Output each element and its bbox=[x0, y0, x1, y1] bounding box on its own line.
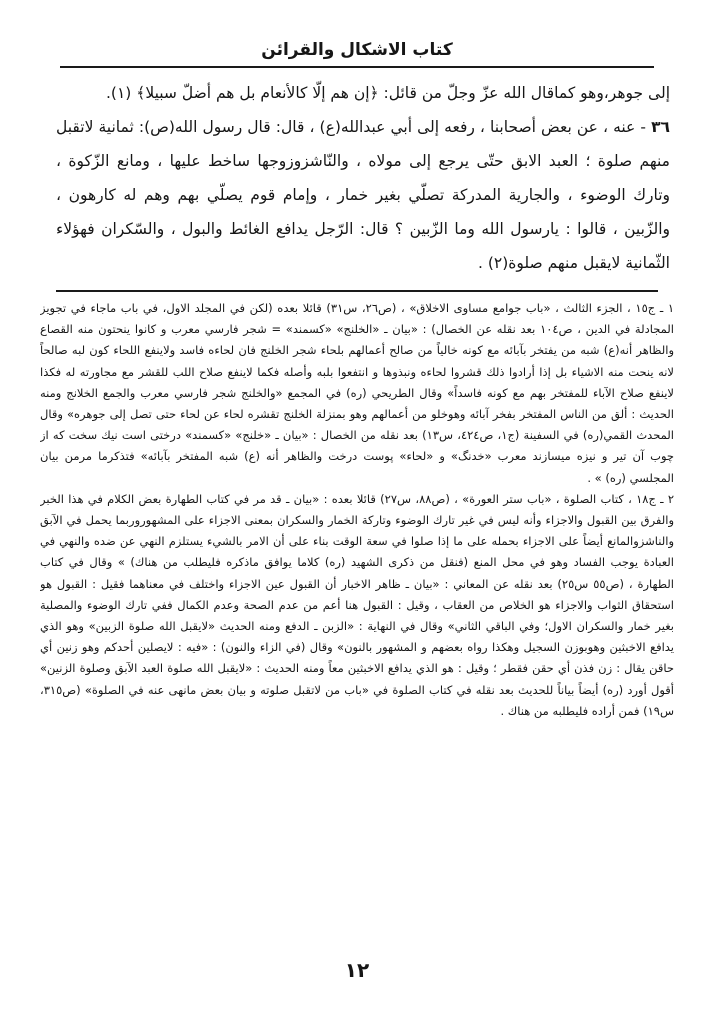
hadith-number: ٣٦ bbox=[651, 118, 670, 136]
header-rule bbox=[60, 66, 654, 68]
footnote-separator bbox=[56, 290, 658, 292]
main-text bbox=[56, 76, 670, 280]
book-title: كتاب الاشكال والقرائن bbox=[261, 40, 453, 60]
main-paragraph-2 bbox=[56, 110, 670, 280]
hadith-text: - عنه ، عن بعض أصحابنا ، رفعه إلى أبي عبدالله(ع) ، قال: قال رسول الله(ص): ثمانية لاتقبل منهم صلوة ؛ العبد الابق حتّى يرجع إلى مولاه ، والنّاشزوزوجها ساخط عليها ، ومانع الزّكوة ، وتارك الوضوء ، والجارية المدركة تصلّي بغير خمار ، وإمام قوم يصلّي بهم وهم له كارهون ، والزّبين ، قالوا : يارسول الله وما الزّبين ؟ قال: الرّجل يدافع الغائط والبول ، والسّكران فهؤلاء الثّمانية لايقبل منهم صلوة(٢) . bbox=[56, 118, 670, 272]
running-header bbox=[60, 38, 654, 68]
footnote-1: ١ ـ ج١٥ ، الجزء الثالث ، «باب جوامع مساوى الاخلاق» ، (ص٢٦، س٣١) قائلا بعده (لكن في المجلد الاول، في باب ماجاء في تجويز المجادلة في الدين ، ص١٠٤ بعد نقله عن الخصال) : «بيان ـ «الخلنج» «كسمند» = شجر فارسي معرب و كانوا ينحتون منه القصاع والظاهر أنه(ع) شبه من يفتخر بآبائه مع كونه خالياً من صالح أعمالهم بلحاء شجر الخلنج فان لحاءه فاسد ولاينفع اللحاء كون لبه صالحاً لانه ينحت منه الاشياء بل إذا أرادوا ذلك قشروا لحاءه ونبذوها و انتفعوا بلبه وأصله فكما لاينفع صلاح اللب للقشر مع مجاورته له فكذا لاينفع صلاح الآباء للمفتخر بهم مع كونه فاسداً» وقال الطريحي (ره) في المجمع «والخلنج شجر فارسي معرب والجمع الخلانج ومنه الحديث : ألق من الناس المفتخر بفخر آبائه وهوخلو من أعمالهم وهو بمنزلة الخلنج تقشره لحاء عن لحاء حتى تصل إلى جوهره» وقال المحدث القمي(ره) في السفينة (ج١، ص٤٢٤، س١٣) بعد نقله من الخصال : «بيان ـ «خلنج» «كسمند» درختى است نيك سخت كه از چوب آن تير و نيزه ميسازند معرب «خدنگ» و «لحاء» پوست درخت والظاهر أنه (ع) شبه المفتخر بآبائه» فتذكرما مرمن بيان المجلسي (ره) » . bbox=[40, 301, 674, 485]
footnote-2: ٢ ـ ج١٨ ، كتاب الصلوة ، «باب ستر العورة» ، (ص٨٨، س٢٧) قائلا بعده : «بيان ـ قد مر في كتاب الطهارة بعض الكلام في هذا الخبر والفرق بين القبول والاجزاء وأنه ليس في غير تارك الوضوء وتاركة الخمار والسكران بمعنى الاجزاء على المشهوروربما يحمل في الآبق والناشزوالمانع أيضاً على الاجزاء بحمله على ما إذا صلوا في سعة الوقت بناء على أن الامر بالشيء يستلزم النهي عن ضده والنهي في العبادة يوجب الفساد وهو في محل المنع (فنقل من ذكرى الشهيد (ره) كلاما يوافق ماذكره فليطلب من هناك) » وقال في كتاب الطهارة ، (ص٥٥ س٢٥) بعد نقله عن المعاني : «بيان ـ ظاهر الاخبار أن القبول عين الاجزاء واختلف في معناهما فقيل : القبول هو استحقاق الثواب والاجزاء هو الخلاص من العقاب ، وقيل : القبول هنا أعم من عدم الصحة وعدم الكمال ففي تارك الوضوء والمصلية بغير خمار والسكران الاول؛ وفي الباقي الثاني» وقال في النهاية : «الزبن ـ الدفع ومنه الحديث «لايقبل الله صلوة الزبين» وهو الذي يدافع الاخبثين وهوبوزن السجيل وهكذا رواه بعضهم و المشهور بالنون» وقال (في الزاء والنون) : «فيه : لايصلين أحدكم وهو زنين أي حاقن يقال : زن فذن أي حقن فقطر ؛ وقيل : هو الذي يدافع الاخبثين معاً ومنه الحديث : «لايقبل الله صلوة العبد الآبق وصلوة الزنين» أقول أورد (ره) أيضاً بياناً للحديث بعد نقله في كتاب الصلوة في «باب من لاتقبل صلوته و بيان بعض مانهى عنه في الصلوة» (ص٣١٥، س١٩) فمن أراده فليطلبه من هناك . bbox=[40, 491, 674, 718]
footnotes bbox=[40, 298, 674, 938]
main-paragraph-1: إلى جوهر،وهو كماقال الله عزّ وجلّ من قائل: ﴿إن هم إلّا كالأنعام بل هم أضلّ سبيلا﴾ (١). bbox=[105, 84, 670, 102]
page-number: ١٢ bbox=[344, 958, 370, 982]
